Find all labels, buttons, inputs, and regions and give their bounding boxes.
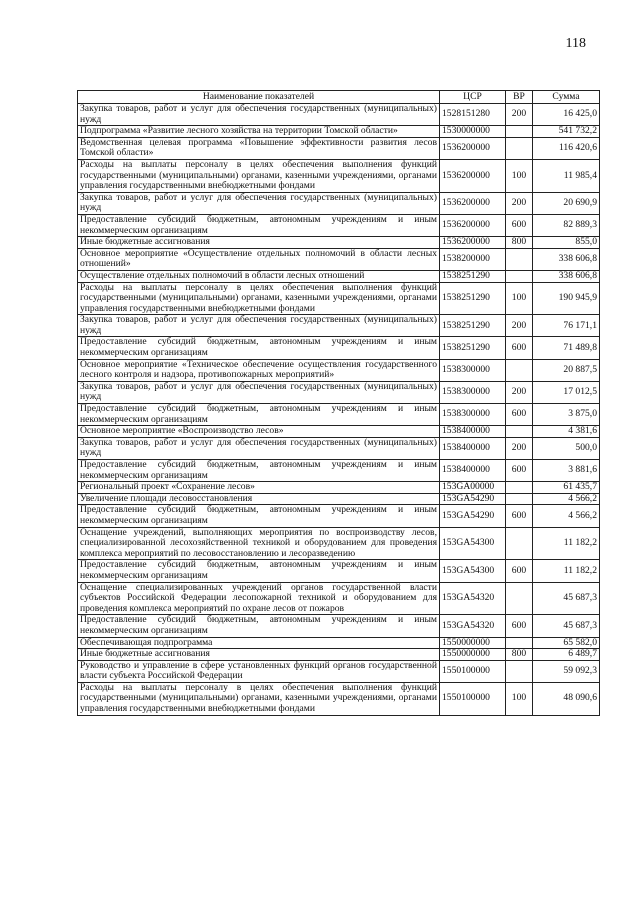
cell-vr xyxy=(506,248,533,270)
cell-sum: 4 566,2 xyxy=(533,505,600,527)
cell-name: Увеличение площади лесовосстановления xyxy=(78,493,440,505)
cell-csr: 1538251290 xyxy=(440,315,506,337)
cell-vr: 200 xyxy=(506,104,533,126)
cell-sum: 116 420,6 xyxy=(533,137,600,159)
cell-sum: 855,0 xyxy=(533,237,600,249)
cell-vr xyxy=(506,126,533,138)
table-row xyxy=(78,404,600,426)
cell-csr: 1536200000 xyxy=(440,192,506,214)
cell-sum: 16 425,0 xyxy=(533,104,600,126)
cell-sum: 65 582,0 xyxy=(533,637,600,649)
cell-vr xyxy=(506,482,533,494)
cell-name: Обеспечивающая подпрограмма xyxy=(78,637,440,649)
cell-csr: 1530000000 xyxy=(440,126,506,138)
table-row xyxy=(78,282,600,315)
table-row xyxy=(78,159,600,192)
table-row xyxy=(78,214,600,236)
cell-csr: 153GA54320 xyxy=(440,582,506,615)
table-row xyxy=(78,660,600,682)
cell-vr: 200 xyxy=(506,381,533,403)
table-row xyxy=(78,615,600,637)
cell-name: Закупка товаров, работ и услуг для обеспечения государственных (муниципальных) нужд xyxy=(78,437,440,459)
cell-vr: 100 xyxy=(506,159,533,192)
cell-vr: 800 xyxy=(506,237,533,249)
cell-name: Расходы на выплаты персоналу в целях обеспечения выполнения функций государственными (муниципальными) органами, казенными учреждениями, органами управления государственными внебюджетными фондами xyxy=(78,682,440,715)
cell-name: Осуществление отдельных полномочий в области лесных отношений xyxy=(78,270,440,282)
cell-name: Основное мероприятие «Воспроизводство лесов» xyxy=(78,426,440,438)
cell-csr: 1536200000 xyxy=(440,237,506,249)
cell-csr: 1538400000 xyxy=(440,426,506,438)
table-row xyxy=(78,237,600,249)
cell-sum: 20 887,5 xyxy=(533,359,600,381)
cell-csr: 153GA54320 xyxy=(440,615,506,637)
table-row xyxy=(78,582,600,615)
cell-name: Региональный проект «Сохранение лесов» xyxy=(78,482,440,494)
table-row xyxy=(78,482,600,494)
table-row xyxy=(78,649,600,661)
cell-csr: 1538300000 xyxy=(440,359,506,381)
cell-sum: 71 489,8 xyxy=(533,337,600,359)
cell-csr: 1536200000 xyxy=(440,214,506,236)
cell-vr xyxy=(506,359,533,381)
cell-csr: 153GA00000 xyxy=(440,482,506,494)
cell-vr: 200 xyxy=(506,315,533,337)
cell-name: Предоставление субсидий бюджетным, автономным учреждениям и иным некоммерческим организациям xyxy=(78,404,440,426)
cell-csr: 1550000000 xyxy=(440,649,506,661)
cell-vr: 600 xyxy=(506,505,533,527)
cell-sum: 541 732,2 xyxy=(533,126,600,138)
cell-sum: 11 985,4 xyxy=(533,159,600,192)
table-row xyxy=(78,437,600,459)
header-vr: ВР xyxy=(506,91,533,104)
cell-vr: 600 xyxy=(506,404,533,426)
table-row xyxy=(78,192,600,214)
page-number: 118 xyxy=(565,36,586,51)
table-row xyxy=(78,637,600,649)
cell-name: Ведомственная целевая программа «Повышение эффективности развития лесов Томской области» xyxy=(78,137,440,159)
cell-sum: 61 435,7 xyxy=(533,482,600,494)
header-csr: ЦСР xyxy=(440,91,506,104)
cell-vr xyxy=(506,660,533,682)
cell-csr: 1550000000 xyxy=(440,637,506,649)
cell-csr: 1538400000 xyxy=(440,460,506,482)
cell-name: Иные бюджетные ассигнования xyxy=(78,649,440,661)
cell-sum: 6 489,7 xyxy=(533,649,600,661)
table-row xyxy=(78,315,600,337)
cell-name: Расходы на выплаты персоналу в целях обеспечения выполнения функций государственными (муниципальными) органами, казенными учреждениями, органами управления государственными внебюджетными фондами xyxy=(78,282,440,315)
cell-vr: 600 xyxy=(506,615,533,637)
cell-sum: 500,0 xyxy=(533,437,600,459)
cell-sum: 20 690,9 xyxy=(533,192,600,214)
table-row xyxy=(78,104,600,126)
cell-sum: 11 182,2 xyxy=(533,527,600,560)
cell-csr: 1538300000 xyxy=(440,404,506,426)
table-row xyxy=(78,270,600,282)
table-row xyxy=(78,337,600,359)
cell-sum: 3 875,0 xyxy=(533,404,600,426)
cell-csr: 1538400000 xyxy=(440,437,506,459)
cell-name: Предоставление субсидий бюджетным, автономным учреждениям и иным некоммерческим организациям xyxy=(78,460,440,482)
cell-name: Руководство и управление в сфере установленных функций органов государственной власти субъекта Российской Федерации xyxy=(78,660,440,682)
cell-name: Оснащение специализированных учреждений органов государственной власти субъектов Российской Федерации лесопожарной техникой и оборудованием для проведения комплекса мероприятий по охране лесов от пожаров xyxy=(78,582,440,615)
cell-csr: 1536200000 xyxy=(440,137,506,159)
cell-vr: 600 xyxy=(506,337,533,359)
header-name: Наименование показателей xyxy=(78,91,440,104)
table-row xyxy=(78,248,600,270)
cell-vr: 100 xyxy=(506,282,533,315)
cell-name: Закупка товаров, работ и услуг для обеспечения государственных (муниципальных) нужд xyxy=(78,315,440,337)
cell-csr: 153GA54300 xyxy=(440,527,506,560)
cell-csr: 1550100000 xyxy=(440,682,506,715)
cell-sum: 45 687,3 xyxy=(533,615,600,637)
cell-csr: 1536200000 xyxy=(440,159,506,192)
cell-name: Оснащение учреждений, выполняющих мероприятия по воспроизводству лесов, специализированной лесохозяйственной техникой и оборудованием для проведения комплекса мероприятий по лесовосстановлению и лесоразведению xyxy=(78,527,440,560)
cell-vr xyxy=(506,426,533,438)
cell-vr xyxy=(506,527,533,560)
cell-name: Закупка товаров, работ и услуг для обеспечения государственных (муниципальных) нужд xyxy=(78,381,440,403)
cell-sum: 59 092,3 xyxy=(533,660,600,682)
cell-vr xyxy=(506,493,533,505)
cell-vr xyxy=(506,270,533,282)
cell-csr: 1538200000 xyxy=(440,248,506,270)
cell-name: Основное мероприятие «Техническое обеспечение осуществления государственного лесного контроля и надзора, противопожарных мероприятий» xyxy=(78,359,440,381)
cell-sum: 4 566,2 xyxy=(533,493,600,505)
cell-csr: 153GA54290 xyxy=(440,493,506,505)
cell-sum: 48 090,6 xyxy=(533,682,600,715)
cell-name: Предоставление субсидий бюджетным, автономным учреждениям и иным некоммерческим организациям xyxy=(78,615,440,637)
cell-vr xyxy=(506,137,533,159)
cell-csr: 1538251290 xyxy=(440,270,506,282)
cell-vr xyxy=(506,637,533,649)
cell-name: Основное мероприятие «Осуществление отдельных полномочий в области лесных отношений» xyxy=(78,248,440,270)
cell-sum: 76 171,1 xyxy=(533,315,600,337)
cell-name: Расходы на выплаты персоналу в целях обеспечения выполнения функций государственными (муниципальными) органами, казенными учреждениями, органами управления государственными внебюджетными фондами xyxy=(78,159,440,192)
cell-csr: 1538251290 xyxy=(440,337,506,359)
cell-csr: 1538251290 xyxy=(440,282,506,315)
budget-table xyxy=(77,90,600,716)
cell-name: Подпрограмма «Развитие лесного хозяйства на территории Томской области» xyxy=(78,126,440,138)
table-row xyxy=(78,381,600,403)
cell-vr: 100 xyxy=(506,682,533,715)
cell-csr: 153GA54300 xyxy=(440,560,506,582)
cell-vr: 600 xyxy=(506,460,533,482)
cell-vr: 600 xyxy=(506,214,533,236)
cell-sum: 45 687,3 xyxy=(533,582,600,615)
cell-sum: 4 381,6 xyxy=(533,426,600,438)
cell-csr: 1538300000 xyxy=(440,381,506,403)
table-row xyxy=(78,426,600,438)
table-row xyxy=(78,493,600,505)
table-row xyxy=(78,137,600,159)
cell-name: Предоставление субсидий бюджетным, автономным учреждениям и иным некоммерческим организациям xyxy=(78,505,440,527)
cell-name: Предоставление субсидий бюджетным, автономным учреждениям и иным некоммерческим организациям xyxy=(78,560,440,582)
table-header-row xyxy=(78,91,600,104)
cell-vr: 200 xyxy=(506,437,533,459)
cell-vr: 600 xyxy=(506,560,533,582)
cell-vr: 200 xyxy=(506,192,533,214)
cell-csr: 1528151280 xyxy=(440,104,506,126)
table-row xyxy=(78,359,600,381)
cell-name: Закупка товаров, работ и услуг для обеспечения государственных (муниципальных) нужд xyxy=(78,192,440,214)
cell-sum: 82 889,3 xyxy=(533,214,600,236)
table-row xyxy=(78,527,600,560)
cell-name: Иные бюджетные ассигнования xyxy=(78,237,440,249)
table-row xyxy=(78,682,600,715)
table-row xyxy=(78,560,600,582)
table-row xyxy=(78,126,600,138)
cell-csr: 1550100000 xyxy=(440,660,506,682)
cell-vr: 800 xyxy=(506,649,533,661)
cell-sum: 190 945,9 xyxy=(533,282,600,315)
cell-sum: 11 182,2 xyxy=(533,560,600,582)
cell-csr: 153GA54290 xyxy=(440,505,506,527)
cell-sum: 338 606,8 xyxy=(533,270,600,282)
header-sum: Сумма xyxy=(533,91,600,104)
cell-vr xyxy=(506,582,533,615)
table-row xyxy=(78,460,600,482)
cell-sum: 3 881,6 xyxy=(533,460,600,482)
cell-sum: 338 606,8 xyxy=(533,248,600,270)
cell-name: Закупка товаров, работ и услуг для обеспечения государственных (муниципальных) нужд xyxy=(78,104,440,126)
table-body xyxy=(78,104,600,716)
cell-name: Предоставление субсидий бюджетным, автономным учреждениям и иным некоммерческим организациям xyxy=(78,337,440,359)
cell-name: Предоставление субсидий бюджетным, автономным учреждениям и иным некоммерческим организациям xyxy=(78,214,440,236)
cell-sum: 17 012,5 xyxy=(533,381,600,403)
table-row xyxy=(78,505,600,527)
